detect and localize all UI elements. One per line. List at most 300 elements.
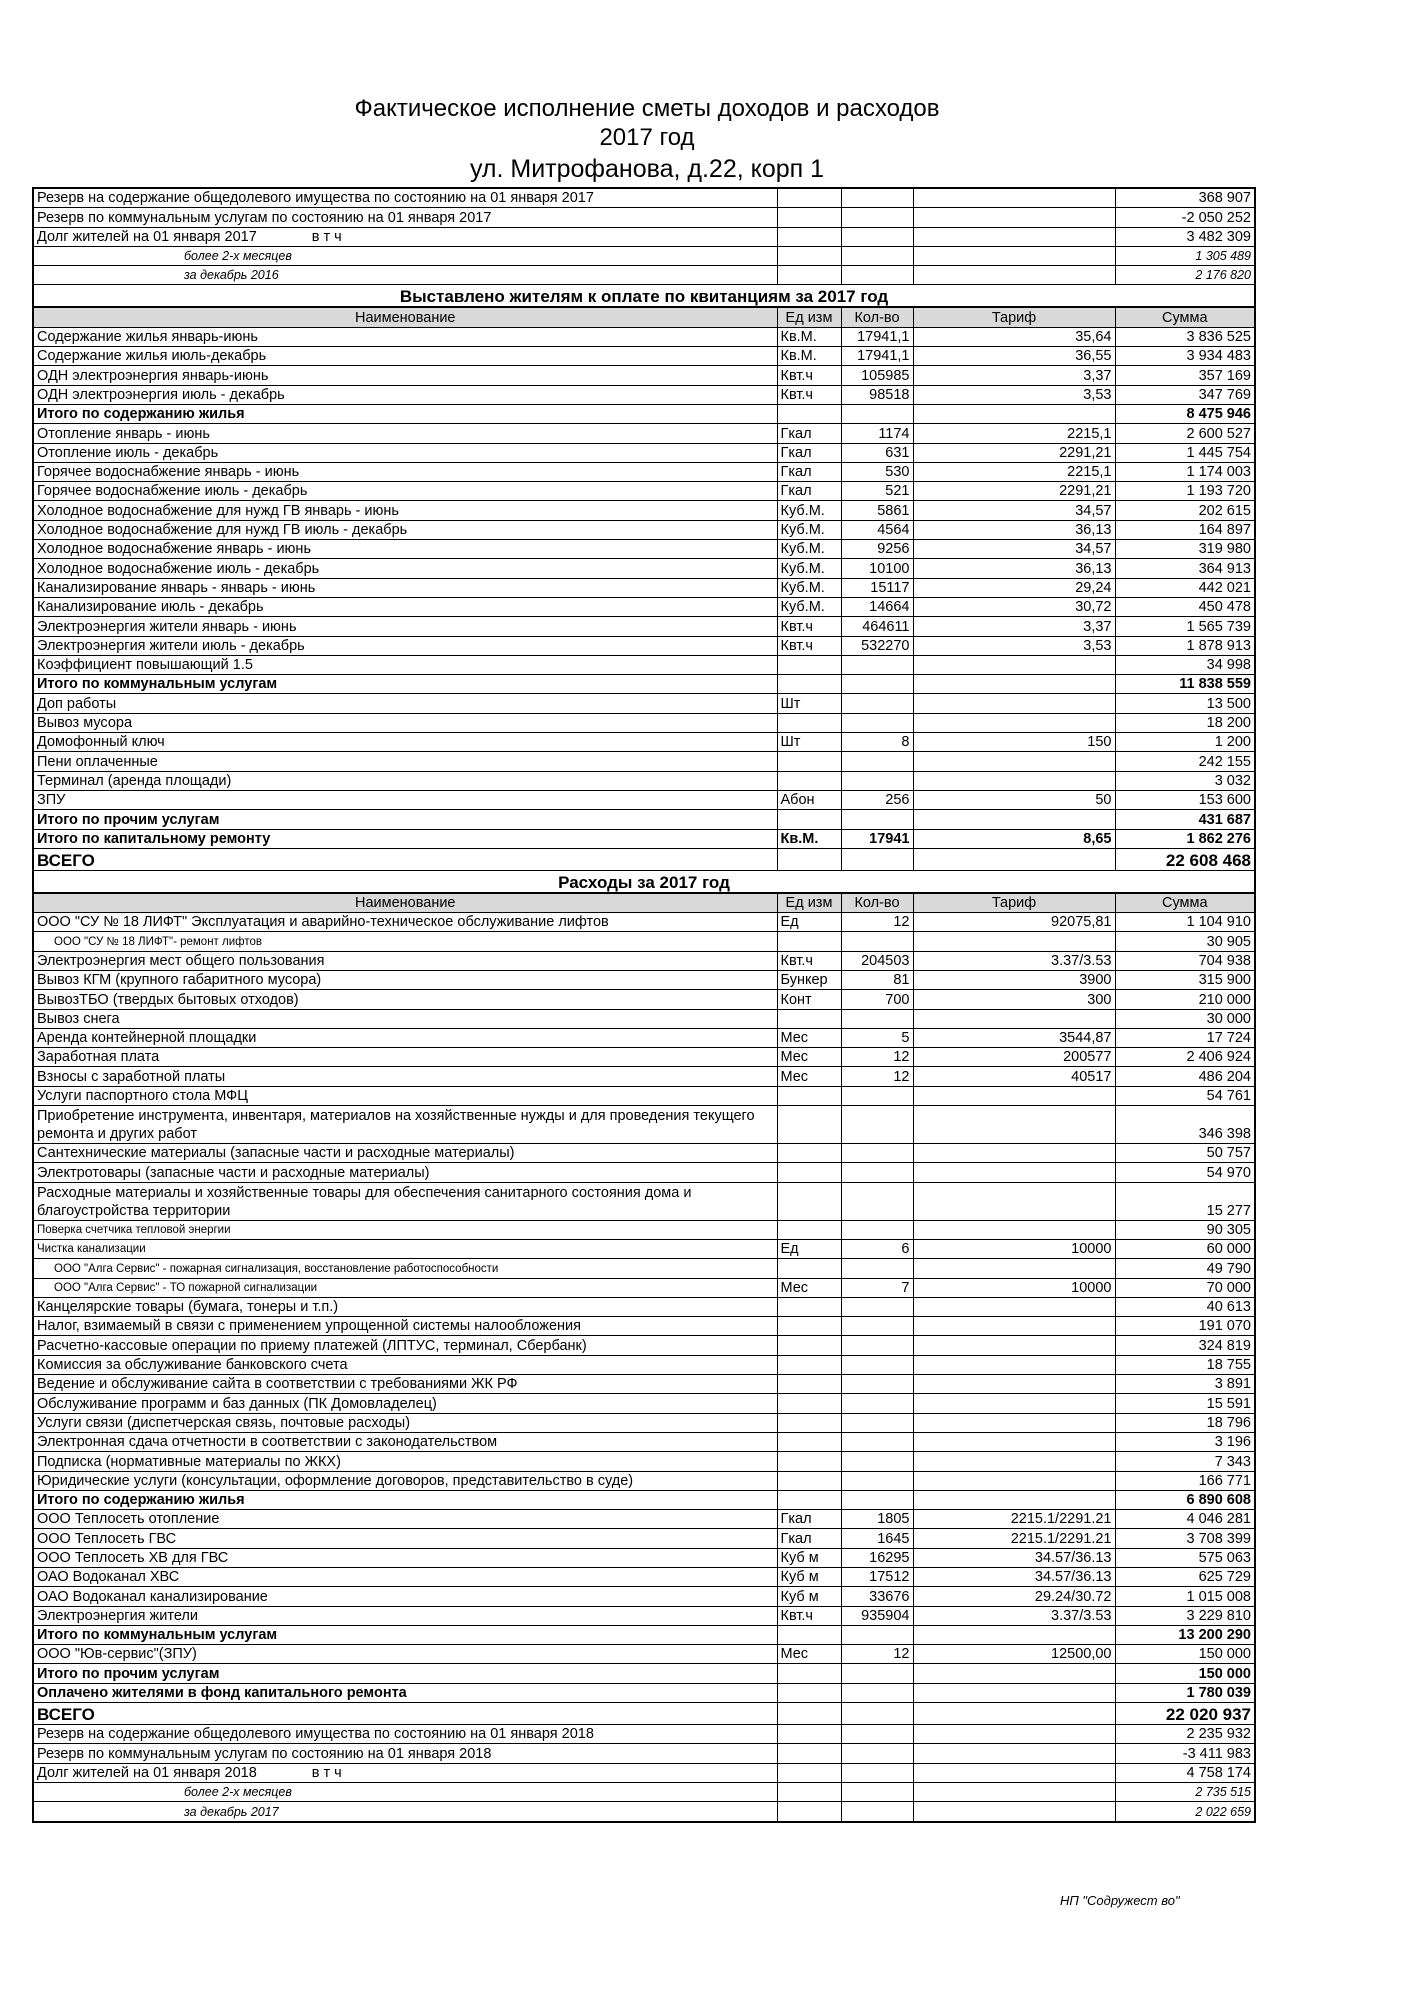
tariff-cell — [913, 1144, 1115, 1163]
tariff-cell — [913, 1086, 1115, 1105]
qty-cell — [841, 1220, 913, 1239]
qty-cell — [841, 1394, 913, 1413]
row-name: Вывоз КГМ (крупного габаритного мусора) — [33, 970, 777, 989]
sum-cell: 450 478 — [1115, 597, 1255, 616]
sum-cell: 15 591 — [1115, 1394, 1255, 1413]
sum-cell: 164 897 — [1115, 520, 1255, 539]
table-row — [33, 951, 1255, 970]
table-row — [33, 1163, 1255, 1182]
unit-cell — [777, 1220, 841, 1239]
tariff-cell: 10000 — [913, 1239, 1115, 1258]
unit-cell — [777, 1683, 841, 1702]
qty-cell — [841, 266, 913, 285]
sum-cell: 90 305 — [1115, 1220, 1255, 1239]
row-label: Резерв по коммунальным услугам по состоянию на 01 января 2018 — [37, 1745, 492, 1762]
qty-cell — [841, 1086, 913, 1105]
tariff-cell — [913, 1413, 1115, 1432]
row-name: ООО Теплосеть ГВС — [33, 1529, 777, 1548]
sum-cell: 34 998 — [1115, 655, 1255, 674]
table-row — [33, 385, 1255, 404]
sum-cell: 8 475 946 — [1115, 404, 1255, 423]
tariff-cell — [913, 1471, 1115, 1490]
tariff-cell — [913, 675, 1115, 694]
tariff-cell — [913, 848, 1115, 870]
unit-cell — [777, 188, 841, 208]
sum-cell: 22 608 468 — [1115, 848, 1255, 870]
qty-cell — [841, 932, 913, 951]
sum-cell: 2 176 820 — [1115, 266, 1255, 285]
sum-cell: 153 600 — [1115, 790, 1255, 809]
tariff-cell — [913, 1802, 1115, 1822]
tariff-cell — [913, 1432, 1115, 1451]
unit-cell — [777, 713, 841, 732]
row-name: Электроэнергия жители январь - июнь — [33, 617, 777, 636]
sum-cell: -2 050 252 — [1115, 208, 1255, 227]
row-name: Услуги паспортного стола МФЦ — [33, 1086, 777, 1105]
tariff-cell: 29.24/30.72 — [913, 1587, 1115, 1606]
row-name — [33, 1725, 777, 1744]
unit-cell — [777, 1317, 841, 1336]
tariff-cell — [913, 752, 1115, 771]
table-row — [33, 848, 1255, 870]
qty-cell: 10100 — [841, 559, 913, 578]
tariff-cell: 36,13 — [913, 520, 1115, 539]
sum-cell: 3 032 — [1115, 771, 1255, 790]
sum-cell: 150 000 — [1115, 1645, 1255, 1664]
row-name: Итого по прочим услугам — [33, 810, 777, 829]
unit-cell: Мес — [777, 1048, 841, 1067]
row-name: Поверка счетчика тепловой энергии — [33, 1220, 777, 1239]
table-row — [33, 829, 1255, 848]
tariff-cell — [913, 1182, 1115, 1220]
table-row — [33, 1336, 1255, 1355]
row-name: Ведение и обслуживание сайта в соответствии с требованиями ЖК РФ — [33, 1375, 777, 1394]
sum-cell: 4 046 281 — [1115, 1510, 1255, 1529]
tariff-cell — [913, 1625, 1115, 1644]
qty-cell — [841, 227, 913, 246]
unit-cell — [777, 1355, 841, 1374]
sum-cell: 6 890 608 — [1115, 1490, 1255, 1509]
qty-cell — [841, 1106, 913, 1144]
row-name: Отопление июль - декабрь — [33, 443, 777, 462]
qty-cell — [841, 810, 913, 829]
unit-cell: Мес — [777, 1645, 841, 1664]
unit-cell: Ед — [777, 913, 841, 932]
row-name: Комиссия за обслуживание банковского счета — [33, 1355, 777, 1374]
row-label: Долг жителей на 01 января 2017 — [37, 228, 257, 245]
unit-cell: Абон — [777, 790, 841, 809]
sum-cell: 40 613 — [1115, 1297, 1255, 1316]
report-title: Фактическое исполнение сметы доходов и расходов — [354, 95, 940, 122]
row-name — [33, 188, 777, 208]
sum-cell: 60 000 — [1115, 1239, 1255, 1258]
row-name: Холодное водоснабжение июль - декабрь — [33, 559, 777, 578]
row-label: Резерв на содержание общедолевого имущества по состоянию на 01 января 2018 — [37, 1726, 594, 1743]
qty-cell — [841, 1163, 913, 1182]
header-tariff: Тариф — [913, 307, 1115, 327]
tariff-cell: 200577 — [913, 1048, 1115, 1067]
table-row — [33, 675, 1255, 694]
tariff-cell: 3,37 — [913, 617, 1115, 636]
tariff-cell: 8,65 — [913, 829, 1115, 848]
tariff-cell: 150 — [913, 733, 1115, 752]
unit-cell — [777, 266, 841, 285]
tariff-cell — [913, 1683, 1115, 1702]
row-name: Электроэнергия жители июль - декабрь — [33, 636, 777, 655]
sum-cell: 1 780 039 — [1115, 1683, 1255, 1702]
unit-cell: Гкал — [777, 462, 841, 481]
qty-cell: 256 — [841, 790, 913, 809]
column-headers — [33, 893, 1255, 913]
sum-cell: 202 615 — [1115, 501, 1255, 520]
row-name: Вывоз мусора — [33, 713, 777, 732]
qty-cell: 9256 — [841, 540, 913, 559]
qty-cell — [841, 1375, 913, 1394]
row-name — [33, 246, 777, 265]
sum-cell: 191 070 — [1115, 1317, 1255, 1336]
qty-cell — [841, 675, 913, 694]
unit-cell: Куб.М. — [777, 597, 841, 616]
table-row — [33, 771, 1255, 790]
organization-signature: НП "Содружест во" — [1060, 1893, 1180, 1908]
row-name: ВСЕГО — [33, 848, 777, 870]
row-name: Аренда контейнерной площадки — [33, 1028, 777, 1047]
tariff-cell: 2215.1/2291.21 — [913, 1510, 1115, 1529]
sum-cell: 30 905 — [1115, 932, 1255, 951]
row-name: ООО "Алга Сервис" - ТО пожарной сигнализации — [33, 1278, 777, 1297]
tariff-cell: 36,55 — [913, 347, 1115, 366]
closing-row — [33, 1802, 1255, 1822]
table-row — [33, 1317, 1255, 1336]
table-row — [33, 1510, 1255, 1529]
unit-cell: Квт.ч — [777, 385, 841, 404]
tariff-cell — [913, 1744, 1115, 1763]
qty-cell: 700 — [841, 990, 913, 1009]
sum-cell: 17 724 — [1115, 1028, 1255, 1047]
unit-cell — [777, 404, 841, 423]
row-name: Канализирование январь - январь - июнь — [33, 578, 777, 597]
tariff-cell: 92075,81 — [913, 913, 1115, 932]
row-name: Электронная сдача отчетности в соответствии с законодательством — [33, 1432, 777, 1451]
sum-cell: 4 758 174 — [1115, 1763, 1255, 1782]
row-name: Электроэнергия жители — [33, 1606, 777, 1625]
row-name: Обслуживание программ и баз данных (ПК Домовладелец) — [33, 1394, 777, 1413]
table-row — [33, 1413, 1255, 1432]
unit-cell: Кв.М. — [777, 327, 841, 346]
sum-cell: 70 000 — [1115, 1278, 1255, 1297]
table-row — [33, 1239, 1255, 1258]
row-name: ВывозТБО (твердых бытовых отходов) — [33, 990, 777, 1009]
tariff-cell: 3,53 — [913, 636, 1115, 655]
unit-cell — [777, 1413, 841, 1432]
qty-cell: 98518 — [841, 385, 913, 404]
table-row — [33, 1009, 1255, 1028]
tariff-cell: 34.57/36.13 — [913, 1548, 1115, 1567]
table-row — [33, 1452, 1255, 1471]
tariff-cell: 3,37 — [913, 366, 1115, 385]
sum-cell: 2 600 527 — [1115, 424, 1255, 443]
unit-cell — [777, 1259, 841, 1278]
unit-cell — [777, 1375, 841, 1394]
table-row — [33, 1028, 1255, 1047]
qty-cell: 532270 — [841, 636, 913, 655]
qty-cell — [841, 1625, 913, 1644]
tariff-cell — [913, 188, 1115, 208]
row-name: ООО "СУ № 18 ЛИФТ" Эксплуатация и аварийно-техническое обслуживание лифтов — [33, 913, 777, 932]
tariff-cell — [913, 1703, 1115, 1725]
sum-cell: 364 913 — [1115, 559, 1255, 578]
row-name: ВСЕГО — [33, 1703, 777, 1725]
qty-cell — [841, 1432, 913, 1451]
table-row — [33, 1703, 1255, 1725]
table-row — [33, 1067, 1255, 1086]
sum-cell: 54 970 — [1115, 1163, 1255, 1182]
tariff-cell — [913, 1782, 1115, 1801]
tariff-cell — [913, 713, 1115, 732]
unit-cell: Гкал — [777, 482, 841, 501]
row-name: Итого по капитальному ремонту — [33, 829, 777, 848]
tariff-cell: 3,53 — [913, 385, 1115, 404]
header-name: Наименование — [33, 307, 777, 327]
row-name: Горячее водоснабжение январь - июнь — [33, 462, 777, 481]
unit-cell: Куб.М. — [777, 559, 841, 578]
sum-cell: 22 020 937 — [1115, 1703, 1255, 1725]
section-title — [33, 870, 1255, 893]
row-name: ОАО Водоканал канализирование — [33, 1587, 777, 1606]
table-row — [33, 636, 1255, 655]
qty-cell — [841, 655, 913, 674]
row-name: Взносы с заработной платы — [33, 1067, 777, 1086]
sum-cell: 15 277 — [1115, 1182, 1255, 1220]
qty-cell — [841, 1009, 913, 1028]
header-qty: Кол-во — [841, 893, 913, 913]
table-row — [33, 404, 1255, 423]
sum-cell: 1 878 913 — [1115, 636, 1255, 655]
table-row — [33, 1048, 1255, 1067]
row-name: ОАО Водоканал ХВС — [33, 1568, 777, 1587]
table-row — [33, 501, 1255, 520]
row-name — [33, 1763, 777, 1782]
unit-cell — [777, 1744, 841, 1763]
opening-row — [33, 246, 1255, 265]
unit-cell — [777, 932, 841, 951]
qty-cell — [841, 848, 913, 870]
table-row — [33, 932, 1255, 951]
qty-cell: 12 — [841, 913, 913, 932]
unit-cell — [777, 1163, 841, 1182]
qty-cell — [841, 694, 913, 713]
qty-cell — [841, 1182, 913, 1220]
qty-cell: 935904 — [841, 1606, 913, 1625]
unit-cell — [777, 1144, 841, 1163]
row-name: Канализирование июль - декабрь — [33, 597, 777, 616]
qty-cell — [841, 1703, 913, 1725]
qty-cell — [841, 1297, 913, 1316]
sum-cell: 13 200 290 — [1115, 1625, 1255, 1644]
qty-cell — [841, 752, 913, 771]
tariff-cell: 12500,00 — [913, 1645, 1115, 1664]
sum-cell: 30 000 — [1115, 1009, 1255, 1028]
qty-cell: 12 — [841, 1645, 913, 1664]
sum-cell: 3 891 — [1115, 1375, 1255, 1394]
table-row — [33, 1259, 1255, 1278]
opening-row — [33, 208, 1255, 227]
tariff-cell: 10000 — [913, 1278, 1115, 1297]
tariff-cell — [913, 1725, 1115, 1744]
unit-cell: Гкал — [777, 1510, 841, 1529]
row-name: Расходные материалы и хозяйственные товары для обеспечения санитарного состояния дома и благоустройства территории — [33, 1182, 777, 1220]
row-name: Содержание жилья январь-июнь — [33, 327, 777, 346]
table-row — [33, 810, 1255, 829]
table-row — [33, 366, 1255, 385]
row-name: Оплачено жителями в фонд капитального ремонта — [33, 1683, 777, 1702]
section-title — [33, 285, 1255, 308]
row-name: Заработная плата — [33, 1048, 777, 1067]
qty-cell — [841, 1683, 913, 1702]
unit-cell — [777, 227, 841, 246]
table-row — [33, 1568, 1255, 1587]
row-name: Вывоз снега — [33, 1009, 777, 1028]
table-row — [33, 655, 1255, 674]
header-qty: Кол-во — [841, 307, 913, 327]
qty-cell: 33676 — [841, 1587, 913, 1606]
qty-cell — [841, 1490, 913, 1509]
table-row — [33, 1355, 1255, 1374]
qty-cell — [841, 404, 913, 423]
tariff-cell — [913, 208, 1115, 227]
tariff-cell — [913, 1452, 1115, 1471]
unit-cell — [777, 246, 841, 265]
row-name: ООО "СУ № 18 ЛИФТ"- ремонт лифтов — [33, 932, 777, 951]
sum-cell: 319 980 — [1115, 540, 1255, 559]
tariff-cell: 34.57/36.13 — [913, 1568, 1115, 1587]
unit-cell — [777, 1664, 841, 1683]
qty-cell: 7 — [841, 1278, 913, 1297]
sum-cell: 1 200 — [1115, 733, 1255, 752]
table-row — [33, 1144, 1255, 1163]
sum-cell: 3 836 525 — [1115, 327, 1255, 346]
report-year: 2017 год — [599, 124, 695, 151]
tariff-cell — [913, 1375, 1115, 1394]
qty-cell — [841, 1744, 913, 1763]
qty-cell: 5 — [841, 1028, 913, 1047]
tariff-cell — [913, 1220, 1115, 1239]
tariff-cell: 50 — [913, 790, 1115, 809]
sum-cell: 442 021 — [1115, 578, 1255, 597]
tariff-cell — [913, 1259, 1115, 1278]
unit-cell — [777, 771, 841, 790]
row-name: ЗПУ — [33, 790, 777, 809]
row-name: Итого по содержанию жилья — [33, 1490, 777, 1509]
table-row — [33, 694, 1255, 713]
unit-cell — [777, 1725, 841, 1744]
sum-cell: 3 482 309 — [1115, 227, 1255, 246]
tariff-cell — [913, 1163, 1115, 1182]
unit-cell: Куб.М. — [777, 540, 841, 559]
qty-cell: 1805 — [841, 1510, 913, 1529]
qty-cell — [841, 1802, 913, 1822]
table-row — [33, 1645, 1255, 1664]
row-note: в т ч — [311, 228, 342, 245]
header-sum: Сумма — [1115, 893, 1255, 913]
unit-cell — [777, 655, 841, 674]
tariff-cell: 2291,21 — [913, 443, 1115, 462]
sum-cell: 1 174 003 — [1115, 462, 1255, 481]
row-name: Итого по коммунальным услугам — [33, 1625, 777, 1644]
unit-cell — [777, 1802, 841, 1822]
qty-cell — [841, 771, 913, 790]
qty-cell: 464611 — [841, 617, 913, 636]
table-row — [33, 752, 1255, 771]
unit-cell — [777, 208, 841, 227]
tariff-cell: 34,57 — [913, 501, 1115, 520]
tariff-cell — [913, 1336, 1115, 1355]
unit-cell — [777, 848, 841, 870]
qty-cell — [841, 1471, 913, 1490]
closing-row — [33, 1744, 1255, 1763]
table-row — [33, 970, 1255, 989]
header-tariff: Тариф — [913, 893, 1115, 913]
row-name: Услуги связи (диспетчерская связь, почтовые расходы) — [33, 1413, 777, 1432]
qty-cell: 16295 — [841, 1548, 913, 1567]
unit-cell: Шт — [777, 694, 841, 713]
tariff-cell: 29,24 — [913, 578, 1115, 597]
unit-cell: Квт.ч — [777, 636, 841, 655]
unit-cell: Мес — [777, 1278, 841, 1297]
tariff-cell — [913, 1490, 1115, 1509]
table-row — [33, 424, 1255, 443]
column-headers — [33, 307, 1255, 327]
row-label: более 2-х месяцев — [184, 1785, 292, 1800]
unit-cell: Гкал — [777, 443, 841, 462]
unit-cell — [777, 1763, 841, 1782]
tariff-cell — [913, 771, 1115, 790]
tariff-cell: 35,64 — [913, 327, 1115, 346]
sum-cell: 210 000 — [1115, 990, 1255, 1009]
row-name: Пени оплаченные — [33, 752, 777, 771]
sum-cell: 1 305 489 — [1115, 246, 1255, 265]
unit-cell — [777, 1703, 841, 1725]
tariff-cell — [913, 694, 1115, 713]
row-name: Электроэнергия мест общего пользования — [33, 951, 777, 970]
row-name: Терминал (аренда площади) — [33, 771, 777, 790]
table-row — [33, 1394, 1255, 1413]
unit-cell: Куб м — [777, 1568, 841, 1587]
tariff-cell: 2215.1/2291.21 — [913, 1529, 1115, 1548]
sum-cell: 50 757 — [1115, 1144, 1255, 1163]
sum-cell: 347 769 — [1115, 385, 1255, 404]
table-row — [33, 1375, 1255, 1394]
table-row — [33, 1683, 1255, 1702]
closing-row — [33, 1725, 1255, 1744]
qty-cell: 105985 — [841, 366, 913, 385]
row-name: Итого по коммунальным услугам — [33, 675, 777, 694]
tariff-cell — [913, 1297, 1115, 1316]
unit-cell: Квт.ч — [777, 951, 841, 970]
sum-cell: 7 343 — [1115, 1452, 1255, 1471]
sum-cell: 1 104 910 — [1115, 913, 1255, 932]
header-sum: Сумма — [1115, 307, 1255, 327]
header-unit: Ед изм — [777, 893, 841, 913]
qty-cell: 81 — [841, 970, 913, 989]
row-name: ООО "Юв-сервис"(ЗПУ) — [33, 1645, 777, 1664]
row-name: ОДН электроэнергия январь-июнь — [33, 366, 777, 385]
sum-cell: 431 687 — [1115, 810, 1255, 829]
qty-cell: 8 — [841, 733, 913, 752]
table-row — [33, 520, 1255, 539]
tariff-cell — [913, 1763, 1115, 1782]
row-name: ОДН электроэнергия июль - декабрь — [33, 385, 777, 404]
